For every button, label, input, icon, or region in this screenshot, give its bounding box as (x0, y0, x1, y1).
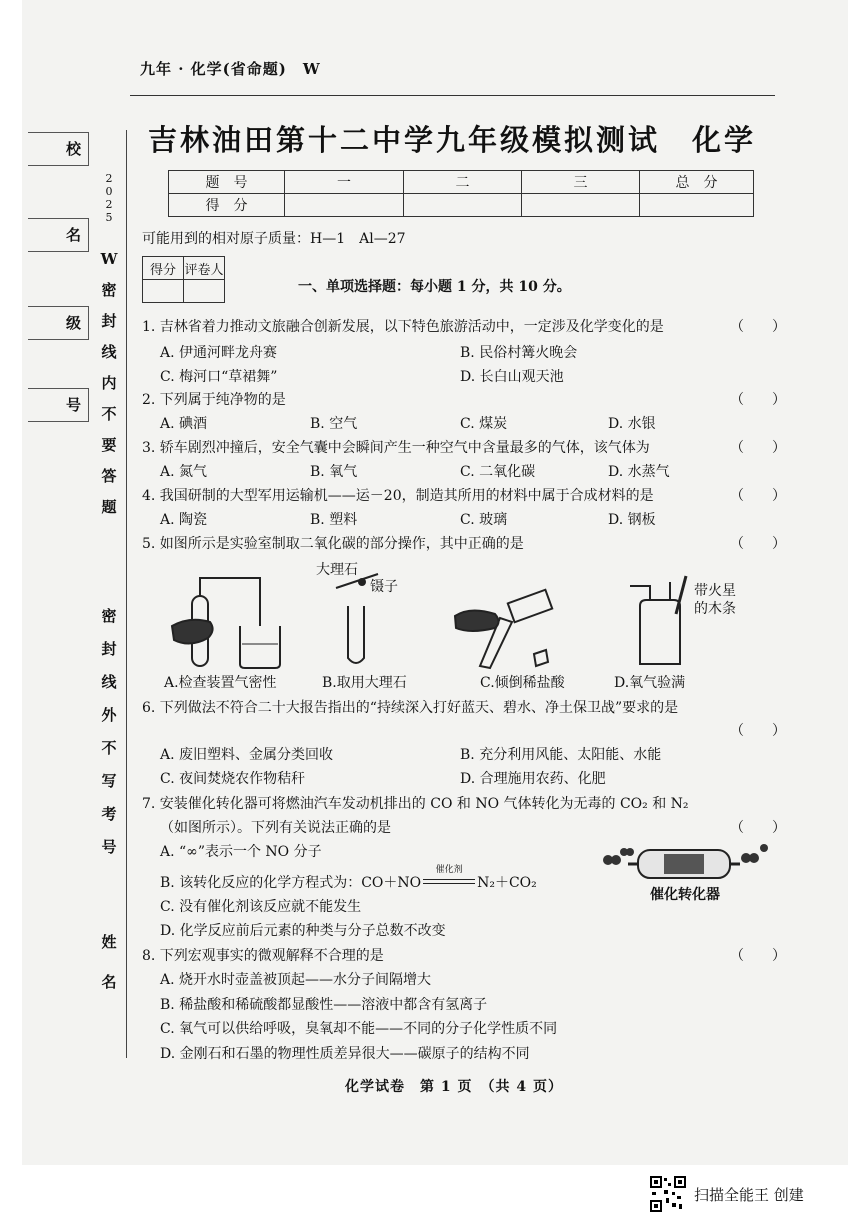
q2-option-d[interactable]: D. 水银 (608, 416, 656, 432)
year-digit: 5 (105, 211, 113, 224)
score-table-row (169, 194, 754, 217)
q7-option-b-product: N₂＋CO₂ (477, 875, 537, 891)
question-3-stem: 3. 轿车剧烈冲撞后，安全气囊中会瞬间产生一种空气中含量最多的气体，该气体为 (142, 440, 650, 456)
q1-option-d[interactable]: D. 长白山观天池 (460, 369, 564, 385)
seal-char: 考 (101, 805, 117, 823)
score-cell: 总 分 (640, 171, 754, 194)
splint-label-1: 带火星 (694, 583, 736, 599)
answer-paren[interactable]: （ ） (730, 948, 786, 964)
header-tag: 九年 · 化学(省命题) W (140, 60, 321, 78)
score-table-row (169, 171, 754, 194)
answer-paren[interactable]: （ ） (730, 536, 786, 552)
q5-option-d[interactable]: D.氧气验满 (614, 675, 686, 691)
answer-paren[interactable]: （ ） (730, 488, 786, 504)
score-cell[interactable] (404, 194, 522, 217)
seal-char: 线 (101, 673, 117, 691)
q2-option-c[interactable]: C. 煤炭 (460, 416, 508, 432)
seal-char: 密 (101, 607, 117, 625)
seal-char: 封 (101, 312, 117, 330)
seal-char: 要 (101, 436, 117, 454)
q8-option-b[interactable]: B. 稀盐酸和稀硫酸都显酸性——溶液中都含有氢离子 (160, 997, 488, 1013)
q5-option-a[interactable]: A.检查装置气密性 (164, 675, 277, 691)
grader-name-cell[interactable] (184, 280, 225, 303)
answer-paren[interactable]: （ ） (730, 440, 786, 456)
seal-char: 密 (101, 281, 117, 299)
splint-label-2: 的木条 (694, 601, 736, 617)
score-cell: 题 号 (169, 171, 285, 194)
question-7-stem-2: （如图所示）。下列有关说法正确的是 (160, 820, 391, 836)
name-label: 名 (66, 226, 82, 244)
seal-char: 封 (101, 640, 117, 658)
year-digit: 0 (105, 185, 113, 198)
question-2-stem: 2. 下列属于纯净物的是 (142, 392, 286, 408)
qr-code-icon (650, 1176, 686, 1212)
year-digit: 2 (105, 198, 113, 211)
q4-option-c[interactable]: C. 玻璃 (460, 512, 508, 528)
answer-paren[interactable]: （ ） (730, 392, 786, 408)
q7-option-c[interactable]: C. 没有催化剂该反应就不能发生 (160, 899, 362, 915)
q3-option-a[interactable]: A. 氮气 (160, 464, 208, 480)
converter-figure (598, 838, 778, 888)
score-cell: 三 (522, 171, 640, 194)
answer-paren[interactable]: （ ） (730, 723, 786, 739)
score-cell[interactable] (522, 194, 640, 217)
q5-option-b[interactable]: B.取用大理石 (322, 675, 407, 691)
class-label: 级 (66, 314, 82, 332)
q6-option-d[interactable]: D. 合理施用农药、化肥 (460, 771, 606, 787)
section-heading: 一、单项选择题：每小题 1 分，共 10 分。 (298, 279, 571, 295)
seal-char: 写 (101, 772, 117, 790)
q6-option-c[interactable]: C. 夜间焚烧农作物秸秆 (160, 771, 306, 787)
seal-char: 线 (101, 343, 117, 361)
tweezers-label: 镊子 (370, 579, 398, 595)
airtightness-figure (172, 578, 280, 668)
grader-score-label: 得分 (143, 257, 184, 280)
q1-option-b[interactable]: B. 民俗村篝火晚会 (460, 345, 578, 361)
score-cell: 一 (285, 171, 404, 194)
catalyst-arrow (421, 865, 477, 888)
atomic-masses: 可能用到的相对原子质量：H—1 Al—27 (142, 231, 406, 247)
q2-option-b[interactable]: B. 空气 (310, 416, 358, 432)
binding-line (126, 130, 127, 1058)
page-footer: 化学试卷 第 1 页 （共 4 页） (345, 1079, 563, 1095)
score-table (168, 170, 754, 217)
q1-option-a[interactable]: A. 伊通河畔龙舟赛 (160, 345, 278, 361)
marble-label: 大理石 (316, 562, 358, 578)
seal-char: 号 (101, 838, 117, 856)
seal-char: 答 (101, 467, 117, 485)
seal-char: 不 (101, 739, 117, 757)
q4-option-a[interactable]: A. 陶瓷 (160, 512, 208, 528)
question-8-stem: 8. 下列宏观事实的微观解释不合理的是 (142, 948, 384, 964)
score-cell[interactable] (285, 194, 404, 217)
answer-paren[interactable]: （ ） (730, 319, 786, 335)
header-divider (130, 95, 775, 96)
score-cell[interactable] (640, 194, 754, 217)
school-label: 校 (66, 140, 82, 158)
q3-option-c[interactable]: C. 二氧化碳 (460, 464, 536, 480)
seal-char: 题 (101, 498, 117, 516)
catalyst-label: 催化剂 (435, 865, 463, 875)
grader-score-cell[interactable] (143, 280, 184, 303)
seal-char: 不 (101, 405, 117, 423)
grader-label: 评卷人 (184, 257, 225, 280)
name-vertical (100, 922, 118, 1002)
seal-char: 内 (101, 374, 117, 392)
q7-option-a[interactable]: A. “∞”表示一个 NO 分子 (160, 844, 322, 860)
question-7-stem: 7. 安装催化转化器可将燃油汽车发动机排出的 CO 和 NO 气体转化为无毒的 CO₂ 和 N₂ (142, 796, 689, 812)
scanner-watermark: 扫描全能王 创建 (694, 1186, 804, 1204)
seal-char: 名 (101, 973, 117, 991)
answer-paren[interactable]: （ ） (730, 820, 786, 836)
grader-table (142, 256, 225, 303)
q7-option-d[interactable]: D. 化学反应前后元素的种类与分子总数不改变 (160, 923, 446, 939)
seal-char: W (100, 250, 118, 268)
pouring-figure (455, 590, 552, 668)
q8-option-c[interactable]: C. 氧气可以供给呼吸，臭氧却不能——不同的分子化学性质不同 (160, 1021, 558, 1037)
q6-option-a[interactable]: A. 废旧塑料、金属分类回收 (160, 747, 334, 763)
score-cell: 得 分 (169, 194, 285, 217)
question-4-stem: 4. 我国研制的大型军用运输机——运－20，制造其所用的材料中属于合成材料的是 (142, 488, 654, 504)
seal-notice-outer (100, 600, 118, 864)
question-5-stem: 5. 如图所示是实验室制取二氧化碳的部分操作，其中正确的是 (142, 536, 524, 552)
seal-notice-inner (100, 244, 118, 523)
question-1-stem: 1. 吉林省着力推动文旅融合创新发展，以下特色旅游活动中，一定涉及化学变化的是 (142, 319, 664, 335)
question-6-stem: 6. 下列做法不符合二十大报告指出的“持续深入打好蓝天、碧水、净土保卫战”要求的是 (142, 700, 679, 716)
page-title: 吉林油田第十二中学九年级模拟测试 化学 (148, 123, 757, 157)
q8-option-d[interactable]: D. 金刚石和石墨的物理性质差异很大——碳原子的结构不同 (160, 1046, 530, 1062)
q7-option-b-text: B. 该转化反应的化学方程式为：CO＋NO (160, 875, 422, 891)
q4-option-d[interactable]: D. 钢板 (608, 512, 656, 528)
converter-label: 催化转化器 (650, 887, 720, 903)
year-vertical (104, 172, 114, 224)
q8-option-a[interactable]: A. 烧开水时壶盖被顶起——水分子间隔增大 (160, 972, 432, 988)
q7-option-b[interactable] (160, 865, 537, 892)
q4-option-b[interactable]: B. 塑料 (310, 512, 358, 528)
q3-option-d[interactable]: D. 水蒸气 (608, 464, 670, 480)
q1-option-c[interactable]: C. 梅河口“草裙舞” (160, 369, 278, 385)
number-label: 号 (66, 396, 82, 414)
score-cell: 二 (404, 171, 522, 194)
year-digit: 2 (105, 172, 113, 185)
q2-option-a[interactable]: A. 碘酒 (160, 416, 208, 432)
q5-option-c[interactable]: C.倾倒稀盐酸 (480, 675, 565, 691)
q6-option-b[interactable]: B. 充分利用风能、太阳能、水能 (460, 747, 662, 763)
gas-bottle-figure (630, 576, 686, 664)
q3-option-b[interactable]: B. 氧气 (310, 464, 358, 480)
seal-char: 外 (101, 706, 117, 724)
seal-char: 姓 (101, 933, 117, 951)
